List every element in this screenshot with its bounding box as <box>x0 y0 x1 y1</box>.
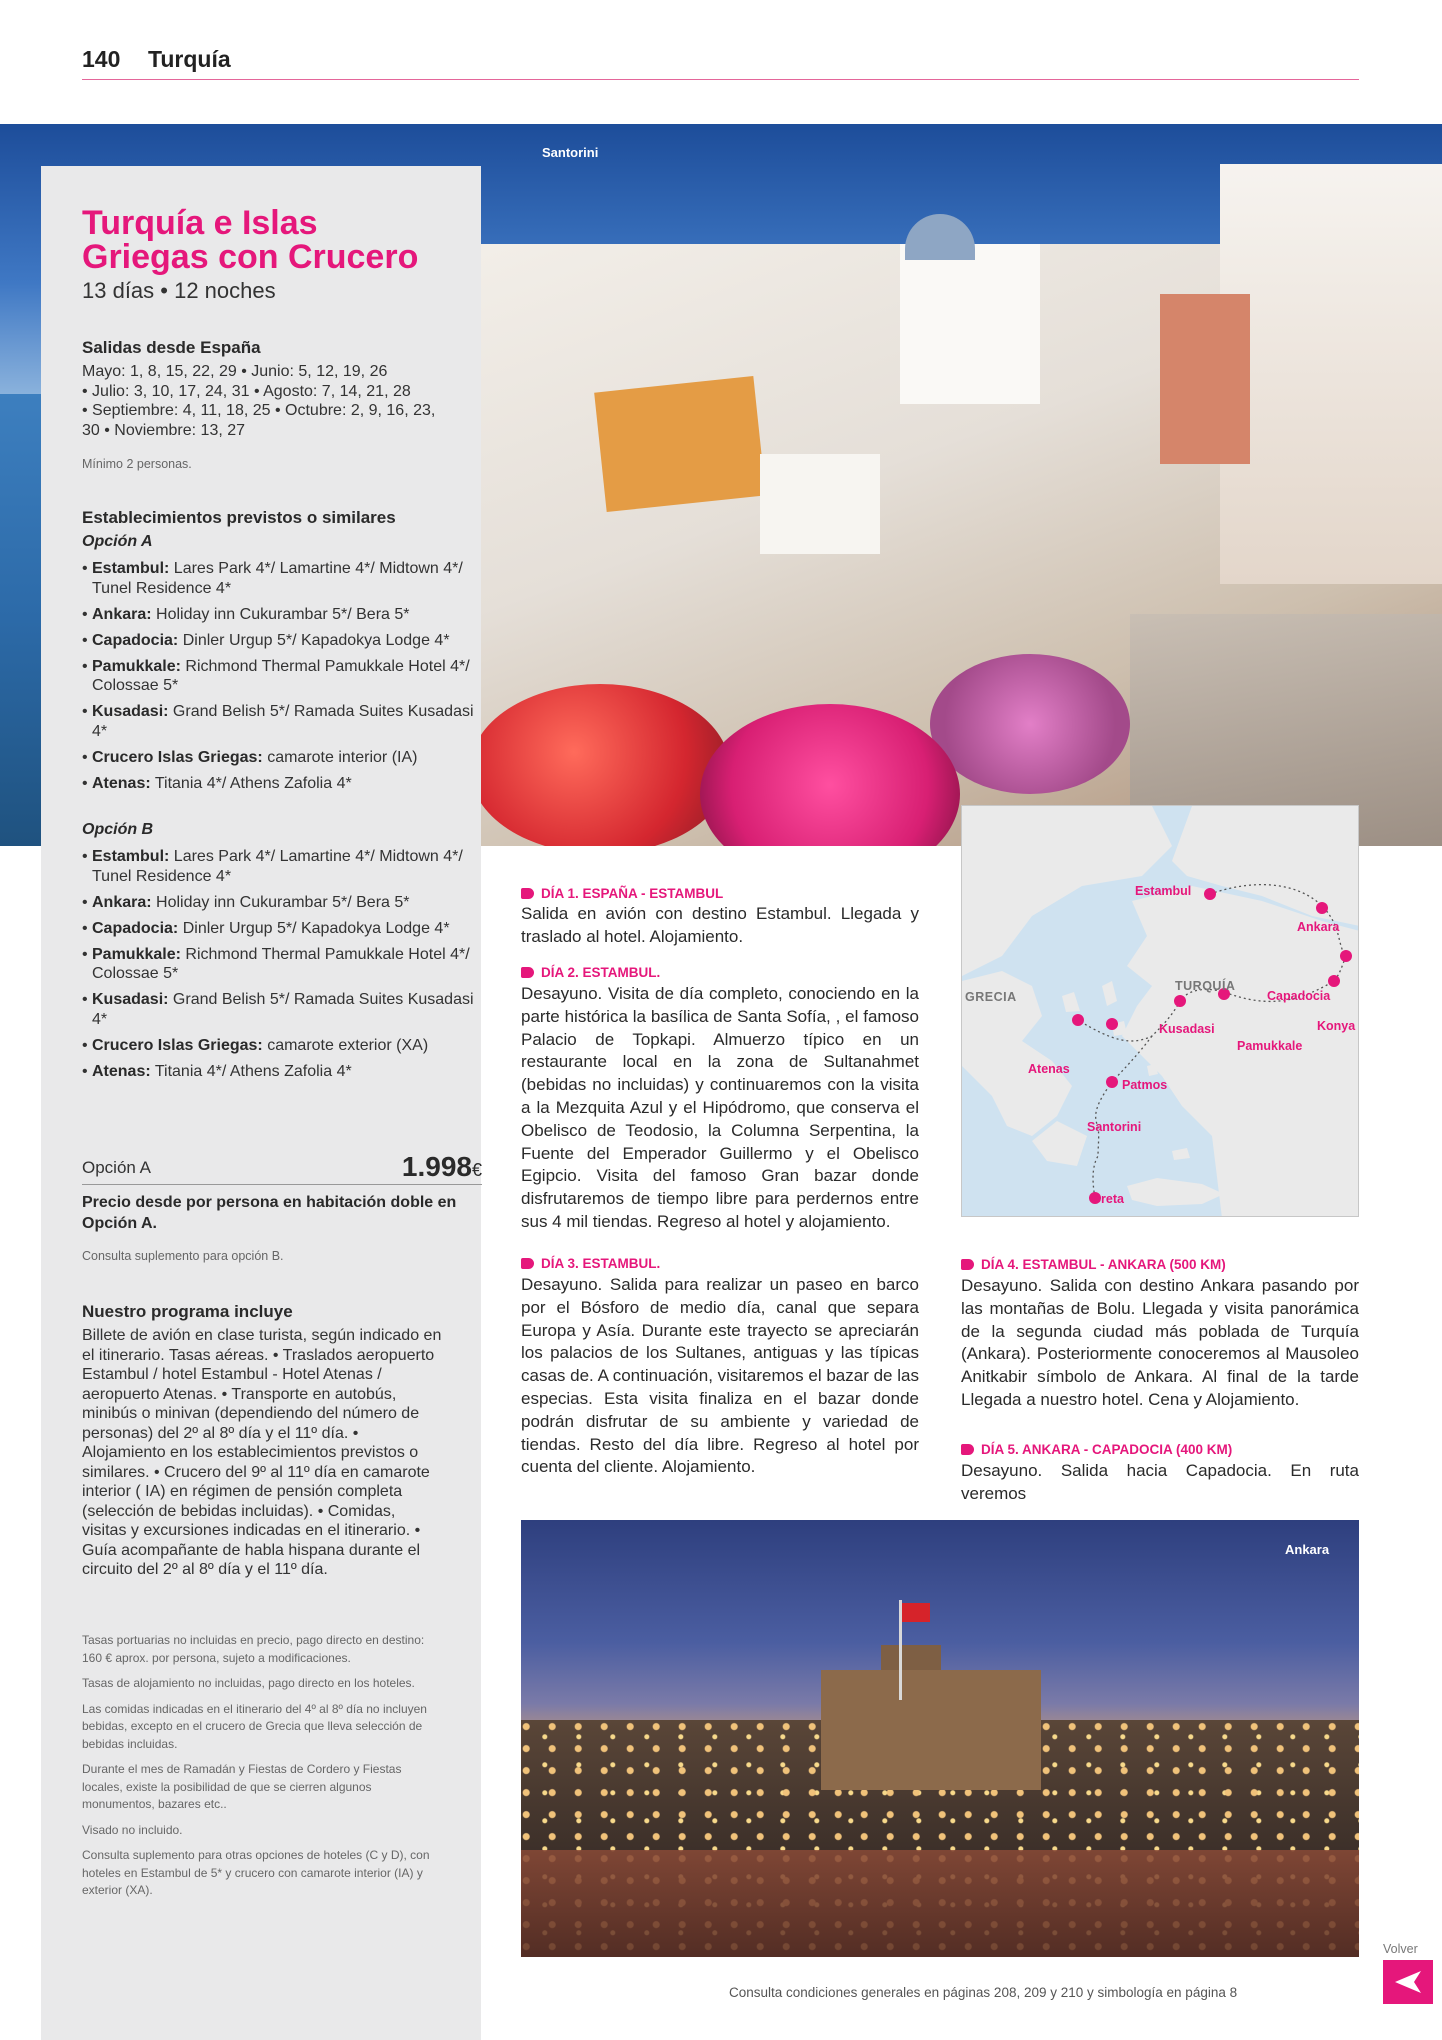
page-header <box>82 46 1359 80</box>
hotel-city: Crucero Islas Griegas: <box>92 1036 263 1054</box>
map-graphic <box>962 806 1359 1217</box>
day-3-heading: DÍA 3. ESTAMBUL. <box>521 1256 660 1271</box>
footnote: Durante el mes de Ramadán y Fiestas de Cordero y Fiestas locales, existe la posibilidad de que se cierren algunos monumentos, bazares etc.. <box>82 1762 402 1811</box>
hotel-names: Titania 4*/ Athens Zafolia 4* <box>154 774 352 792</box>
hotel-city: Kusadasi: <box>92 703 169 720</box>
hotel-item <box>82 631 482 651</box>
trip-sidebar <box>41 166 481 2040</box>
hotel-names: Lares Park 4*/ Lamartine 4*/ Midtown 4*/ Tunel Residence 4* <box>92 560 463 597</box>
section-title: Turquía <box>148 46 231 72</box>
map-city-patmos: Patmos <box>1122 1078 1168 1092</box>
option-a-hotels <box>82 559 482 800</box>
minimum-note: Mínimo 2 personas. <box>82 457 192 471</box>
hotel-item <box>82 702 482 741</box>
hotel-names: Dinler Urgup 5*/ Kapadokya Lodge 4* <box>182 919 450 937</box>
hotel-item <box>82 847 482 886</box>
photo-caption: Santorini <box>542 145 599 160</box>
hotel-names: Holiday inn Cukurambar 5*/ Bera 5* <box>156 893 410 911</box>
day-1-text: Salida en avión con destino Estambul. Llegada y traslado al hotel. Alojamiento. <box>521 904 919 946</box>
day-5-heading: DÍA 5. ANKARA - CAPADOCIA (400 KM) <box>961 1442 1232 1457</box>
hotel-item <box>82 1062 482 1082</box>
map-city-pamukkale: Pamukkale <box>1237 1039 1303 1053</box>
hotel-names: Dinler Urgup 5*/ Kapadokya Lodge 4* <box>182 631 450 649</box>
day-2-text: Desayuno. Visita de día completo, conociendo en la parte histórica la basílica de Santa Sofía, , el famoso Palacio de Topkapi. Almuerzo típico en un restaurante local en la zona de Sultanahmet (bebidas no incluidas) y continuaremos con la visita a la Mezquita Azul y el Hipódromo, que conserva el Obelisco de Teodosio, la Columna Serpentina, la Fuente del Emperador Guillermo y el Obelisco Egipcio. Visita del famoso Gran bazar donde disfrutaremos de tiempo libre para perdernos entre sus 4 mil tiendas. Regreso al hotel y alojamiento. <box>521 984 919 1231</box>
hotel-names: Grand Belish 5*/ Ramada Suites Kusadasi 4* <box>92 703 474 740</box>
day-3-text: Desayuno. Salida para realizar un paseo en barco por el Bósforo de medio día, canal que separa Europa y Asía. Durante este trayecto se apreciarán los palacios de los Sultanes, antiguas y las típicas casas de. A continuación, visitaremos el bazar de las especias. Esta visita finaliza en el bazar donde podrán disfrutar de su ambiente y variedad de tiendas. Resto del día libre. Regreso al hotel por cuenta del cliente. Alojamiento. <box>521 1275 919 1477</box>
hotel-names: Lares Park 4*/ Lamartine 4*/ Midtown 4*/ Tunel Residence 4* <box>92 848 463 885</box>
option-a-label: Opción A <box>82 533 153 550</box>
hotel-city: Ankara: <box>92 605 152 623</box>
price-note: Precio desde por persona en habitación doble en Opción A. <box>82 1194 457 1232</box>
day-5-text: Desayuno. Salida hacia Capadocia. En ruta veremos <box>961 1461 1359 1503</box>
price-value: 1.998€ <box>401 1151 482 1182</box>
hotel-city: Atenas: <box>92 774 151 792</box>
route-map <box>961 805 1359 1217</box>
map-label-greece: GRECIA <box>965 990 1017 1004</box>
footnote: Consulta suplemento para otras opciones de hoteles (C y D), con hoteles en Estambul de 5* y crucero con camarote interior (IA) y exterior (XA). <box>82 1848 430 1897</box>
map-city-estambul: Estambul <box>1135 884 1192 898</box>
supplement-note: Consulta suplemento para opción B. <box>82 1249 284 1263</box>
map-city-konya: Konya <box>1317 1019 1356 1033</box>
trip-duration: 13 días • 12 noches <box>82 278 276 303</box>
day-4-text: Desayuno. Salida con destino Ankara pasando por las montañas de Bolu. Llegada y visita panorámica de la segunda ciudad más poblada de Turquía (Ankara). Posteriormente conoceremos al Mausoleo Anitkabir símbolo de Ankara. Al final de la tarde Llegada a nuestro hotel. Cena y Alojamiento. <box>961 1276 1359 1409</box>
map-label-turkey: TURQUÍA <box>1175 979 1236 993</box>
back-label: Volver <box>1383 1942 1418 1956</box>
establishments-heading: Establecimientos previstos o similares <box>82 508 396 527</box>
includes-heading: Nuestro programa incluye <box>82 1302 293 1321</box>
hotel-names: Richmond Thermal Pamukkale Hotel 4*/ Colossae 5* <box>92 657 470 694</box>
hotel-city: Atenas: <box>92 1062 151 1080</box>
hotel-item <box>82 990 482 1029</box>
option-b-hotels <box>82 847 482 1088</box>
map-city-santorini: Santorini <box>1087 1120 1142 1134</box>
hotel-names: Holiday inn Cukurambar 5*/ Bera 5* <box>156 605 410 623</box>
footnote: Tasas portuarias no incluidas en precio, pago directo en destino: 160 € aprox. por persona, sujeto a modificaciones. <box>82 1633 425 1665</box>
hotel-names: Richmond Thermal Pamukkale Hotel 4*/ Colossae 5* <box>92 945 470 982</box>
back-arrow-icon <box>1393 1969 1423 1995</box>
map-city-kusadasi: Kusadasi <box>1159 1022 1215 1036</box>
map-city-creta: Creta <box>1092 1192 1124 1206</box>
price-option-label: Opción A <box>82 1158 151 1177</box>
day-2-heading: DÍA 2. ESTAMBUL. <box>521 965 660 980</box>
hotel-item <box>82 657 482 696</box>
hotel-city: Crucero Islas Griegas: <box>92 748 263 766</box>
footnotes <box>82 1632 440 1908</box>
hotel-city: Pamukkale: <box>92 657 181 675</box>
hotel-city: Ankara: <box>92 893 152 911</box>
day-1-heading: DÍA 1. ESPAÑA - ESTAMBUL <box>521 886 723 901</box>
hotel-city: Estambul: <box>92 560 170 577</box>
hotel-item <box>82 748 482 768</box>
footnote: Las comidas indicadas en el itinerario del 4º al 8º día no incluyen bebidas, excepto en el crucero de Grecia que lleva selección de bebidas incluidas. <box>82 1701 427 1751</box>
hotel-names: Titania 4*/ Athens Zafolia 4* <box>154 1062 352 1080</box>
price-row <box>82 1151 482 1188</box>
day-4-heading: DÍA 4. ESTAMBUL - ANKARA (500 KM) <box>961 1257 1226 1272</box>
map-city-ankara: Ankara <box>1297 920 1340 934</box>
hotel-city: Capadocia: <box>92 919 179 937</box>
hotel-item <box>82 945 482 984</box>
hotel-item <box>82 1036 482 1056</box>
footnote: Visado no incluido. <box>82 1822 183 1837</box>
back-button[interactable] <box>1383 1960 1433 2004</box>
includes-text: Billete de avión en clase turista, según indicado en el itinerario. Tasas aéreas. • Traslados aeropuerto Estambul / hotel Estambul - Hotel Atenas / aeropuerto Atenas. • Transporte en autobús, minibús o minivan (dependiendo del número de personas) del 2º al 8º día y el 11º día. • Alojamiento en los establecimientos previstos o similares. • Crucero del 9º al 11º día en camarote interior ( IA) en régimen de pensión completa (selección de bebidas incluidas). • Comidas, visitas y excursiones indicadas en el itinerario. • Guía acompañante de habla hispana durante el circuito del 2º al 8º día y el 11º día. <box>82 1327 442 1578</box>
hotel-item <box>82 559 482 598</box>
hotel-item <box>82 774 482 794</box>
option-b-label: Opción B <box>82 821 154 838</box>
hotel-item <box>82 893 482 913</box>
hotel-names: camarote interior (IA) <box>267 748 418 766</box>
departures-heading: Salidas desde España <box>82 338 261 357</box>
departure-dates: Mayo: 1, 8, 15, 22, 29 • Junio: 5, 12, 19, 26 • Julio: 3, 10, 17, 24, 31 • Agosto: 7, 14, 21, 28 • Septiembre: 4, 11, 18, 25 • Octubre: 2, 9, 16, 23, 30 • Noviembre: 13, 27 <box>82 363 436 439</box>
footnote: Tasas de alojamiento no incluidas, pago directo en los hoteles. <box>82 1676 415 1690</box>
hotel-city: Estambul: <box>92 848 170 865</box>
hotel-city: Kusadasi: <box>92 991 169 1008</box>
page-number: 140 <box>82 46 121 72</box>
ankara-photo <box>521 1520 1359 1957</box>
hotel-city: Capadocia: <box>92 631 179 649</box>
map-city-atenas: Atenas <box>1028 1062 1070 1076</box>
conditions-footer: Consulta condiciones generales en páginas 208, 209 y 210 y simbología en página 8 <box>729 1985 1238 2000</box>
photo-caption-ankara: Ankara <box>1285 1542 1330 1557</box>
hotel-city: Pamukkale: <box>92 945 181 963</box>
hotel-names: Grand Belish 5*/ Ramada Suites Kusadasi 4* <box>92 991 474 1028</box>
trip-title: Turquía e Islas Griegas con Crucero <box>82 204 419 276</box>
hotel-item <box>82 919 482 939</box>
hotel-item <box>82 605 482 625</box>
map-city-capadocia: Capadocia <box>1267 989 1331 1003</box>
hotel-names: camarote exterior (XA) <box>267 1036 429 1054</box>
